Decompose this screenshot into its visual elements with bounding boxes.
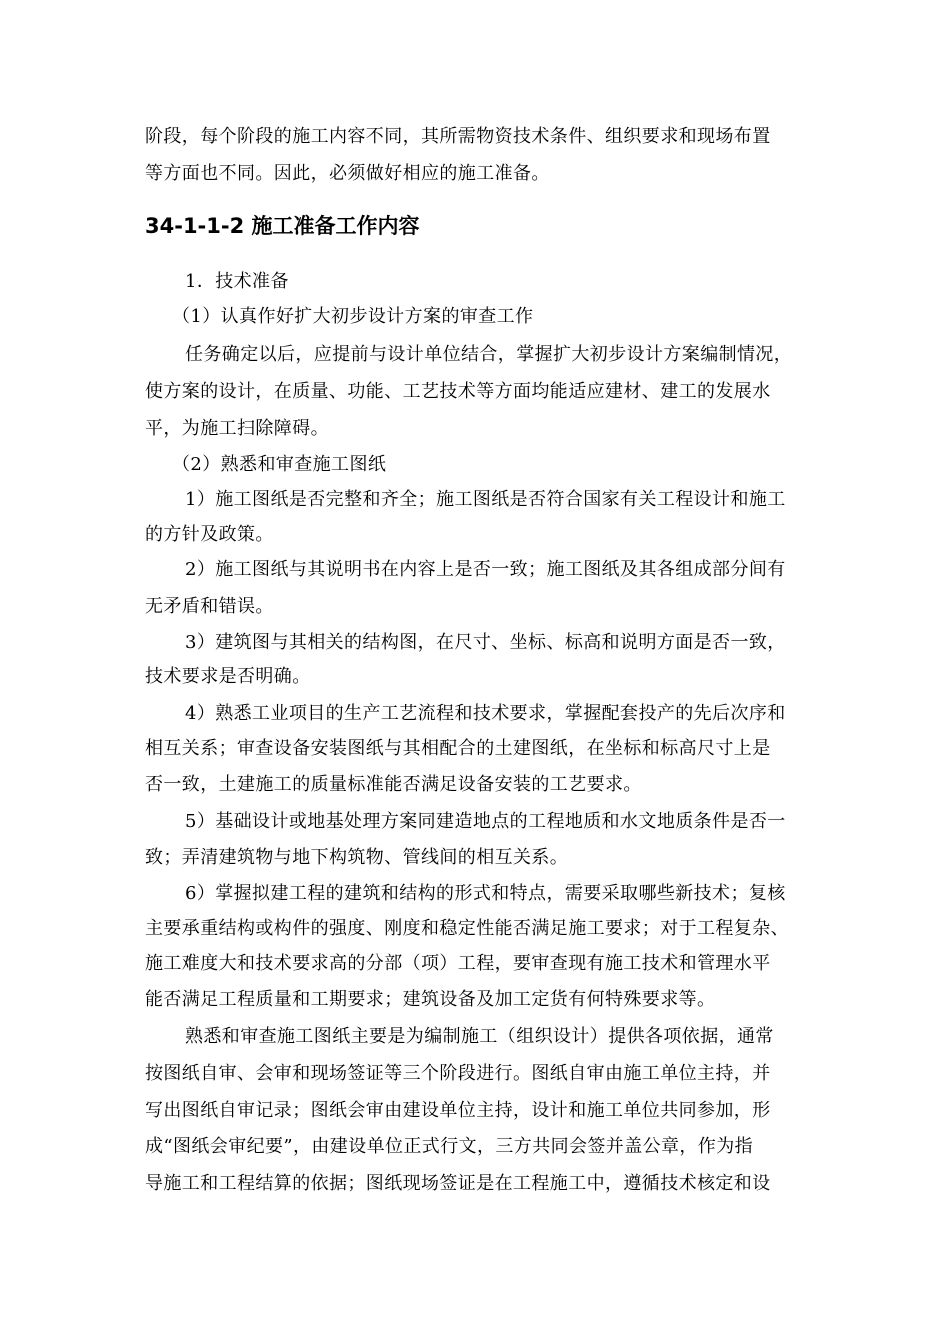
closing-line-3: 写出图纸自审记录；图纸会审由建设单位主持，设计和施工单位共同参加，形: [145, 1100, 771, 1121]
closing-line-2: 按图纸自审、会审和现场签证等三个阶段进行。图纸自审由施工单位主持，并: [145, 1063, 771, 1084]
section-heading: 34-1-1-2 施工准备工作内容: [145, 214, 420, 238]
sub-1-title: （1）认真作好扩大初步设计方案的审查工作: [172, 306, 534, 327]
point-3-line-2: 技术要求是否明确。: [145, 666, 311, 687]
point-6-line-3: 施工难度大和技术要求高的分部（项）工程，要审查现有施工技术和管理水平: [145, 953, 771, 974]
point-1-line-1: 1）施工图纸是否完整和齐全；施工图纸是否符合国家有关工程设计和施工: [185, 489, 786, 510]
point-5-line-2: 致；弄清建筑物与地下构筑物、管线间的相互关系。: [145, 847, 569, 868]
point-6-line-4: 能否满足工程质量和工期要求；建筑设备及加工定货有何特殊要求等。: [145, 989, 716, 1010]
point-5-line-1: 5）基础设计或地基处理方案同建造地点的工程地质和水文地质条件是否一: [185, 811, 786, 832]
sub-1-para-line-3: 平，为施工扫除障碍。: [145, 418, 329, 439]
sub-2-title: （2）熟悉和审查施工图纸: [172, 454, 387, 475]
item-1-title: 1．技术准备: [185, 271, 289, 292]
point-6-line-2: 主要承重结构或构件的强度、刚度和稳定性能否满足施工要求；对于工程复杂、: [145, 918, 789, 939]
sub-1-para-line-2: 使方案的设计，在质量、功能、工艺技术等方面均能适应建材、建工的发展水: [145, 381, 771, 402]
sub-1-para-line-1: 任务确定以后，应提前与设计单位结合，掌握扩大初步设计方案编制情况，: [185, 344, 793, 365]
point-4-line-2: 相互关系；审查设备安装图纸与其相配合的土建图纸，在坐标和标高尺寸上是: [145, 738, 771, 759]
point-1-line-2: 的方针及政策。: [145, 524, 274, 545]
closing-line-4: 成“图纸会审纪要”，由建设单位正式行文，三方共同会签并盖公章，作为指: [145, 1136, 754, 1157]
closing-line-5: 导施工和工程结算的依据；图纸现场签证是在工程施工中，遵循技术核定和设: [145, 1173, 771, 1194]
point-4-line-3: 否一致，土建施工的质量标准能否满足设备安装的工艺要求。: [145, 774, 642, 795]
point-6-line-1: 6）掌握拟建工程的建筑和结构的形式和特点，需要采取哪些新技术；复核: [185, 883, 786, 904]
point-2-line-2: 无矛盾和错误。: [145, 596, 274, 617]
intro-line-1: 阶段，每个阶段的施工内容不同，其所需物资技术条件、组织要求和现场布置: [145, 126, 771, 147]
closing-line-1: 熟悉和审查施工图纸主要是为编制施工（组织设计）提供各项依据，通常: [185, 1026, 774, 1047]
intro-line-2: 等方面也不同。因此，必须做好相应的施工准备。: [145, 163, 550, 184]
point-4-line-1: 4）熟悉工业项目的生产工艺流程和技术要求，掌握配套投产的先后次序和: [185, 703, 786, 724]
point-3-line-1: 3）建筑图与其相关的结构图，在尺寸、坐标、标高和说明方面是否一致，: [185, 632, 786, 653]
point-2-line-1: 2）施工图纸与其说明书在内容上是否一致；施工图纸及其各组成部分间有: [185, 559, 786, 580]
